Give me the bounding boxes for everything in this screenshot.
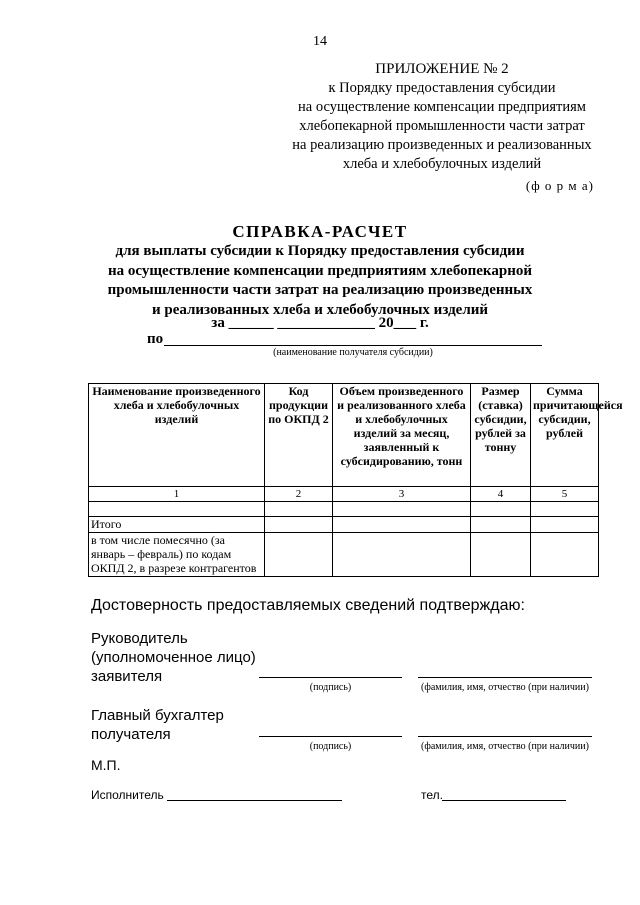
recipient-label: по <box>147 331 164 347</box>
table-cell[interactable] <box>471 502 531 517</box>
signature-label-line: Руководитель <box>91 630 188 647</box>
table-header-row <box>89 384 599 487</box>
stamp-place: М.П. <box>91 757 121 773</box>
form-label: (ф о р м а) <box>525 178 594 193</box>
signature-caption: (подпись) <box>309 741 352 752</box>
header-okpd-code: Код продукции по ОКПД 2 <box>265 384 333 487</box>
table-cell[interactable] <box>333 517 471 533</box>
document-title: СПРАВКА-РАСЧЕТ <box>232 222 408 241</box>
total-label: Итого <box>89 517 265 533</box>
header-product-name: Наименование произведенного хлеба и хлебобулочных изделий <box>89 384 265 487</box>
accountant-name-field[interactable] <box>418 736 592 737</box>
signature-label-line: заявителя <box>91 668 163 685</box>
total-row <box>89 517 599 533</box>
table-cell[interactable] <box>531 502 599 517</box>
signature-label-line: Главный бухгалтер <box>91 707 224 724</box>
name-caption: (фамилия, имя, отчество (при наличии) <box>421 682 589 693</box>
appendix-title: ПРИЛОЖЕНИЕ № 2 <box>375 61 509 77</box>
column-numbers-row <box>89 487 599 502</box>
appendix-line: к Порядку предоставления субсидии <box>328 80 556 96</box>
header-subsidy-amount: Сумма причитающейся субсидии, рублей <box>531 384 599 487</box>
column-number: 5 <box>531 487 599 502</box>
head-name-field[interactable] <box>418 677 592 678</box>
header-volume: Объем произведенного и реализованного хлеба и хлебобулочных изделий за месяц, заявленный к субсидированию, тонн <box>333 384 471 487</box>
table-cell[interactable] <box>265 533 333 577</box>
appendix-line: на реализацию произведенных и реализованных <box>292 137 592 153</box>
accountant-signature-field[interactable] <box>259 736 402 737</box>
table-cell[interactable] <box>531 517 599 533</box>
calculation-table <box>88 383 623 577</box>
column-number: 3 <box>333 487 471 502</box>
column-number: 1 <box>89 487 265 502</box>
name-caption: (фамилия, имя, отчество (при наличии) <box>421 741 589 752</box>
appendix-line: хлеба и хлебобулочных изделий <box>342 156 542 172</box>
header-rate: Размер (ставка) субсидии, рублей за тонну <box>471 384 531 487</box>
table-cell[interactable] <box>333 502 471 517</box>
table-cell[interactable] <box>531 533 599 577</box>
monthly-detail-row <box>89 533 599 577</box>
executor-label: Исполнитель <box>91 788 164 802</box>
subtitle-line: на осуществление компенсации предприятиям хлебопекарной <box>108 262 532 279</box>
column-number: 4 <box>471 487 531 502</box>
signature-label-line: получателя <box>91 726 171 743</box>
document-subtitle <box>60 242 580 320</box>
table-cell[interactable] <box>471 533 531 577</box>
appendix-header <box>290 60 594 174</box>
phone-field[interactable] <box>442 800 566 801</box>
signature-label-line: (уполномоченное лицо) <box>91 649 256 666</box>
subtitle-line: промышленности части затрат на реализацию произведенных <box>107 282 533 298</box>
table-cell[interactable] <box>333 533 471 577</box>
accountant-signature-label <box>91 706 224 744</box>
signature-caption: (подпись) <box>309 682 352 693</box>
head-signature-field[interactable] <box>259 677 402 678</box>
appendix-line: на осуществление компенсации предприятиям <box>298 99 586 115</box>
table-cell[interactable] <box>471 517 531 533</box>
page-number: 14 <box>313 34 327 49</box>
executor-field[interactable] <box>167 800 342 801</box>
confirmation-statement: Достоверность предоставляемых сведений подтверждаю: <box>91 597 525 614</box>
table-cell[interactable] <box>265 517 333 533</box>
recipient-caption: (наименование получателя субсидии) <box>273 347 433 358</box>
head-signature-label <box>91 629 256 686</box>
subtitle-line: и реализованных хлеба и хлебобулочных изделий <box>151 301 489 318</box>
phone-label: тел. <box>421 788 443 802</box>
recipient-name-field[interactable] <box>164 345 542 346</box>
table-cell[interactable] <box>89 502 265 517</box>
table-cell[interactable] <box>265 502 333 517</box>
subtitle-line: для выплаты субсидии к Порядку предоставления субсидии <box>115 243 525 259</box>
appendix-line: хлебопекарной промышленности части затрат <box>299 118 585 134</box>
column-number: 2 <box>265 487 333 502</box>
monthly-detail-label: в том числе помесячно (за январь – февраль) по кодам ОКПД 2, в разрезе контрагентов <box>89 533 265 577</box>
table-row <box>89 502 599 517</box>
period-line: за ______ _____________ 20___ г. <box>211 315 429 331</box>
